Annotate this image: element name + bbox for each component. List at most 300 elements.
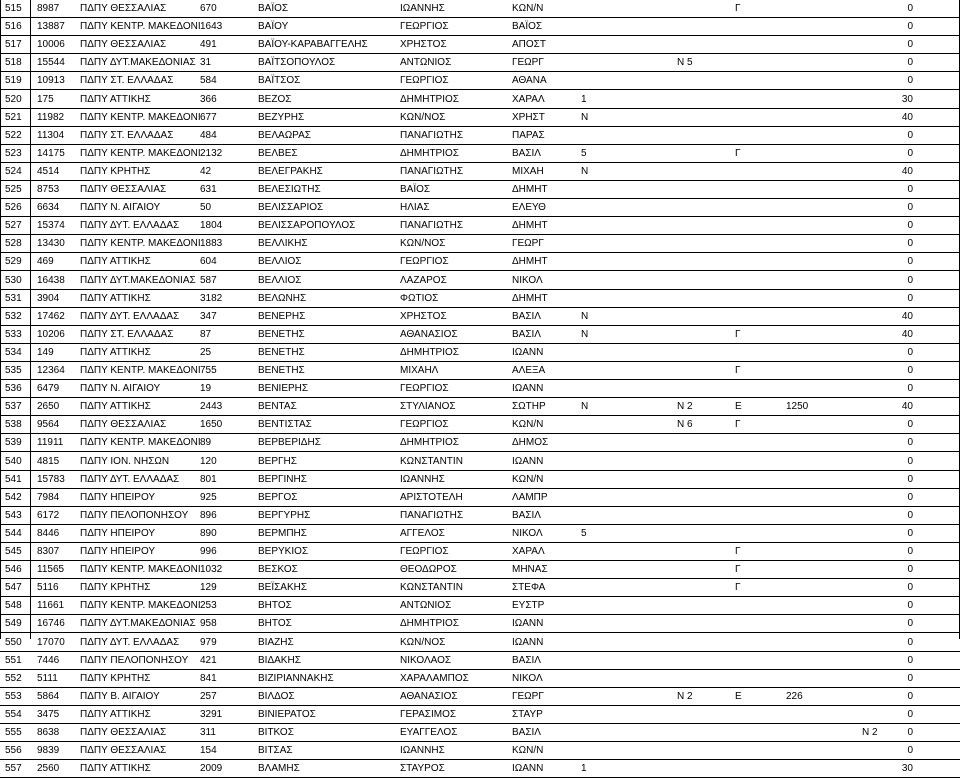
cell-region: ΠΔΠΥ ΚΕΝΤΡ. ΜΑΚΕΔΟΝΙ — [80, 600, 201, 612]
cell-surname: ΒΕΡΓΥΡΗΣ — [258, 509, 311, 521]
cell-firstname: ΚΩΝ/ΝΟΣ — [400, 636, 446, 648]
cell-code: 15783 — [37, 473, 65, 485]
cell-no: 554 — [5, 708, 22, 720]
table-row — [0, 706, 960, 724]
cell-father: ΚΩΝ/Ν — [512, 473, 544, 485]
cell-surname: ΒΕΝΕΡΗΣ — [258, 310, 306, 322]
cell-code2: 1804 — [200, 220, 223, 232]
cell-c6: 0 — [907, 256, 913, 268]
cell-father: ΙΩΑΝΝ — [512, 636, 544, 648]
cell-code: 2560 — [37, 763, 60, 775]
cell-father: ΓΕΩΡΓ — [512, 690, 544, 702]
cell-father: ΚΩΝ/Ν — [512, 745, 544, 757]
cell-no: 535 — [5, 365, 22, 376]
cell-code2: 584 — [200, 75, 217, 87]
cell-surname: ΒΕΡΒΕΡΙΔΗΣ — [258, 437, 321, 449]
cell-code: 7446 — [37, 654, 60, 666]
cell-code: 5111 — [37, 672, 58, 684]
cell-no: 546 — [5, 564, 22, 576]
cell-surname: ΒΕΛΩΝΗΣ — [258, 292, 307, 304]
cell-surname: ΒΕΖΥΡΗΣ — [258, 111, 305, 123]
table-row — [0, 109, 960, 127]
table-row — [0, 416, 960, 434]
cell-father: ΚΩΝ/Ν — [512, 419, 544, 431]
cell-no: 551 — [5, 654, 22, 666]
cell-father: ΝΙΚΟΛ — [512, 527, 543, 539]
cell-c6: 0 — [907, 39, 913, 51]
cell-c6: 0 — [907, 473, 913, 485]
cell-father: ΙΩΑΝΝ — [512, 455, 544, 467]
cell-code: 3475 — [37, 708, 60, 720]
cell-region: ΠΔΠΥ ΑΤΤΙΚΗΣ — [80, 346, 151, 358]
cell-code: 17462 — [37, 310, 65, 322]
cell-surname: ΒΕΛΛΙΚΗΣ — [258, 238, 308, 250]
cell-code2: 89 — [200, 437, 212, 449]
cell-region: ΠΔΠΥ ΠΕΛΟΠΟΝΗΣΟΥ — [80, 654, 189, 666]
cell-c2: Ν 2 — [677, 401, 693, 413]
cell-region: ΠΔΠΥ ΔΥΤ.ΜΑΚΕΔΟΝΙΑΣ — [80, 57, 196, 69]
cell-no: 542 — [5, 491, 22, 503]
cell-region: ΠΔΠΥ ΑΤΤΙΚΗΣ — [80, 292, 151, 304]
cell-surname: ΒΕΡΓΟΣ — [258, 491, 298, 503]
cell-region: ΠΔΠΥ ΘΕΣΣΑΛΙΑΣ — [80, 39, 167, 51]
cell-c6: 0 — [907, 654, 913, 666]
cell-no: 521 — [5, 111, 22, 123]
cell-firstname: ΧΡΗΣΤΟΣ — [400, 39, 447, 51]
table-row — [0, 561, 960, 579]
cell-no: 517 — [5, 39, 22, 51]
cell-c6: 30 — [901, 93, 913, 105]
cell-code2: 421 — [200, 654, 217, 666]
cell-region: ΠΔΠΥ ΔΥΤ. ΕΛΛΑΔΑΣ — [80, 220, 180, 232]
cell-firstname: ΚΩΝΣΤΑΝΤΙΝ — [400, 455, 463, 467]
cell-code: 2650 — [37, 401, 60, 413]
cell-region: ΠΔΠΥ ΚΕΝΤΡ. ΜΑΚΕΔΟΝΙ — [80, 365, 201, 376]
table-row — [0, 290, 960, 308]
cell-c6: 0 — [907, 600, 913, 612]
cell-firstname: ΣΤΥΛΙΑΝΟΣ — [400, 401, 456, 413]
cell-code2: 50 — [200, 202, 212, 214]
cell-no: 547 — [5, 582, 22, 594]
cell-no: 525 — [5, 184, 22, 195]
cell-c6: 0 — [907, 57, 913, 69]
cell-code: 11304 — [37, 129, 65, 141]
cell-father: ΣΩΤΗΡ — [512, 401, 546, 413]
cell-code2: 841 — [200, 672, 217, 684]
cell-surname: ΒΑΪΤΣΟΣ — [258, 75, 301, 87]
cell-no: 545 — [5, 546, 22, 557]
cell-surname: ΒΙΔΑΚΗΣ — [258, 654, 301, 666]
table-row — [0, 634, 960, 652]
cell-father: ΒΑΣΙΛ — [512, 509, 541, 521]
cell-region: ΠΔΠΥ ΣΤ. ΕΛΛΑΔΑΣ — [80, 75, 174, 87]
cell-no: 536 — [5, 383, 22, 395]
cell-no: 548 — [5, 600, 22, 612]
cell-code: 8753 — [37, 184, 60, 195]
cell-surname: ΒΕΝΙΕΡΗΣ — [258, 383, 309, 395]
cell-c4: 226 — [786, 690, 803, 702]
cell-father: ΔΗΜΗΤ — [512, 220, 548, 232]
cell-no: 556 — [5, 745, 22, 757]
cell-no: 526 — [5, 202, 22, 214]
cell-firstname: ΛΑΖΑΡΟΣ — [400, 274, 447, 286]
table-row — [0, 471, 960, 489]
cell-region: ΠΔΠΥ ΘΕΣΣΑΛΙΑΣ — [80, 745, 167, 757]
cell-c6: 30 — [901, 763, 913, 775]
cell-firstname: ΠΑΝΑΓΙΩΤΗΣ — [400, 220, 464, 232]
cell-code: 149 — [37, 346, 54, 358]
cell-c6: 0 — [907, 636, 913, 648]
cell-firstname: ΓΕΩΡΓΙΟΣ — [400, 21, 449, 33]
cell-code2: 604 — [200, 256, 217, 268]
cell-c2: Ν 2 — [677, 690, 693, 702]
cell-no: 538 — [5, 419, 22, 431]
table-row — [0, 91, 960, 109]
cell-code: 9839 — [37, 745, 60, 757]
cell-surname: ΒΑΪΟΣ — [258, 3, 289, 14]
cell-no: 555 — [5, 727, 22, 738]
cell-c2: Ν 6 — [677, 419, 693, 431]
cell-code2: 3291 — [200, 708, 223, 720]
cell-code2: 366 — [200, 93, 217, 105]
cell-code: 11565 — [37, 564, 65, 576]
cell-code2: 31 — [200, 57, 212, 69]
cell-c6: 0 — [907, 690, 913, 702]
cell-c6: 0 — [907, 147, 913, 159]
cell-father: ΝΙΚΟΛ — [512, 672, 543, 684]
cell-region: ΠΔΠΥ ΔΥΤ. ΕΛΛΑΔΑΣ — [80, 310, 180, 322]
cell-father: ΕΛΕΥΘ — [512, 202, 546, 214]
cell-surname: ΒΕΝΕΤΗΣ — [258, 346, 305, 358]
cell-firstname: ΒΑΪΟΣ — [400, 184, 431, 195]
cell-surname: ΒΛΑΜΗΣ — [258, 763, 300, 775]
cell-firstname: ΓΕΩΡΓΙΟΣ — [400, 75, 449, 87]
cell-c3: Γ — [735, 419, 741, 431]
cell-region: ΠΔΠΥ ΔΥΤ.ΜΑΚΕΔΟΝΙΑΣ — [80, 274, 196, 286]
cell-region: ΠΔΠΥ ΘΕΣΣΑΛΙΑΣ — [80, 3, 167, 14]
cell-code: 12364 — [37, 365, 65, 376]
cell-no: 516 — [5, 21, 22, 33]
cell-c6: 0 — [907, 129, 913, 141]
cell-father: ΒΑΣΙΛ — [512, 654, 541, 666]
cell-code2: 890 — [200, 527, 217, 539]
table-row — [0, 525, 960, 543]
cell-code2: 154 — [200, 745, 217, 757]
cell-region: ΠΔΠΥ ΑΤΤΙΚΗΣ — [80, 256, 151, 268]
cell-father: ΔΗΜΗΤ — [512, 184, 548, 195]
cell-c6: 0 — [907, 202, 913, 214]
cell-region: ΠΔΠΥ ΑΤΤΙΚΗΣ — [80, 93, 151, 105]
cell-code: 8987 — [37, 3, 60, 14]
cell-c6: 0 — [907, 491, 913, 503]
cell-father: ΙΩΑΝΝ — [512, 346, 544, 358]
cell-firstname: ΚΩΝ/ΝΟΣ — [400, 238, 446, 250]
cell-surname: ΒΕΡΜΠΗΣ — [258, 527, 307, 539]
cell-no: 539 — [5, 437, 22, 449]
cell-father: ΠΑΡΑΣ — [512, 129, 545, 141]
cell-c6: 0 — [907, 21, 913, 33]
table-row — [0, 579, 960, 597]
cell-c3: Γ — [735, 3, 741, 14]
cell-code2: 801 — [200, 473, 217, 485]
cell-code2: 19 — [200, 383, 212, 395]
cell-c1: Ν — [581, 111, 589, 123]
cell-code2: 1643 — [200, 21, 223, 33]
cell-surname: ΒΙΛΔΟΣ — [258, 690, 295, 702]
cell-firstname: ΑΓΓΕΛΟΣ — [400, 527, 445, 539]
cell-code: 3904 — [37, 292, 60, 304]
cell-c6: 0 — [907, 75, 913, 87]
cell-code2: 253 — [200, 600, 217, 612]
cell-father: ΧΑΡΑΛ — [512, 93, 545, 105]
cell-c6: 0 — [907, 419, 913, 431]
cell-father: ΔΗΜΗΤ — [512, 256, 548, 268]
cell-region: ΠΔΠΥ Ν. ΑΙΓΑΙΟΥ — [80, 202, 161, 214]
cell-code: 175 — [37, 93, 54, 105]
cell-code: 10913 — [37, 75, 65, 87]
table-row — [0, 670, 960, 688]
cell-region: ΠΔΠΥ ΗΠΕΙΡΟΥ — [80, 491, 156, 503]
cell-c6: 0 — [907, 292, 913, 304]
cell-code: 13430 — [37, 238, 65, 250]
cell-code: 5116 — [37, 582, 59, 594]
table-row — [0, 543, 960, 561]
cell-code2: 631 — [200, 184, 217, 195]
cell-c6: 0 — [907, 346, 913, 358]
table-row — [0, 434, 960, 452]
cell-father: ΚΩΝ/Ν — [512, 3, 544, 14]
cell-code2: 25 — [200, 346, 212, 358]
cell-c3: Γ — [735, 365, 741, 376]
cell-firstname: ΗΛΙΑΣ — [400, 202, 430, 214]
cell-code2: 587 — [200, 274, 217, 286]
cell-no: 522 — [5, 129, 22, 141]
cell-firstname: ΙΩΑΝΝΗΣ — [400, 473, 445, 485]
cell-firstname: ΔΗΜΗΤΡΙΟΣ — [400, 147, 459, 159]
cell-c3: Ε — [735, 690, 742, 702]
cell-firstname: ΣΤΑΥΡΟΣ — [400, 763, 445, 775]
cell-firstname: ΔΗΜΗΤΡΙΟΣ — [400, 346, 459, 358]
cell-c3: Γ — [735, 147, 741, 159]
cell-c1: 1 — [581, 93, 587, 105]
cell-father: ΙΩΑΝΝ — [512, 618, 544, 630]
cell-firstname: ΠΑΝΑΓΙΩΤΗΣ — [400, 129, 464, 141]
table-row — [0, 199, 960, 217]
cell-code: 15374 — [37, 220, 65, 232]
cell-no: 541 — [5, 473, 22, 485]
cell-surname: ΒΕΛΙΣΣΑΡΙΟΣ — [258, 202, 324, 214]
cell-firstname: ΓΕΩΡΓΙΟΣ — [400, 383, 449, 395]
cell-code2: 677 — [200, 111, 217, 123]
cell-code2: 311 — [200, 727, 216, 738]
cell-code: 11911 — [37, 437, 64, 449]
cell-region: ΠΔΠΥ ΑΤΤΙΚΗΣ — [80, 708, 151, 720]
cell-no: 518 — [5, 57, 22, 69]
cell-region: ΠΔΠΥ ΘΕΣΣΑΛΙΑΣ — [80, 727, 167, 738]
cell-surname: ΒΙΑΖΗΣ — [258, 636, 294, 648]
cell-code2: 129 — [200, 582, 217, 594]
table-row — [0, 362, 960, 380]
cell-firstname: ΙΩΑΝΝΗΣ — [400, 745, 445, 757]
cell-c1: 5 — [581, 147, 587, 159]
cell-code: 16746 — [37, 618, 65, 630]
cell-surname: ΒΕΛΕΣΙΩΤΗΣ — [258, 184, 321, 195]
table-row — [0, 380, 960, 398]
cell-region: ΠΔΠΥ ΑΤΤΙΚΗΣ — [80, 401, 151, 413]
cell-surname: ΒΕΖΟΣ — [258, 93, 292, 105]
cell-surname: ΒΕΝΤΙΣΤΑΣ — [258, 419, 312, 431]
cell-code: 6172 — [37, 509, 60, 521]
table-row — [0, 181, 960, 199]
cell-father: ΓΕΩΡΓ — [512, 238, 544, 250]
cell-code2: 1883 — [200, 238, 223, 250]
table-row — [0, 253, 960, 271]
table-row — [0, 72, 960, 90]
table-row — [0, 688, 960, 706]
cell-no: 515 — [5, 3, 22, 14]
cell-no: 520 — [5, 93, 22, 105]
cell-father: ΒΑΣΙΛ — [512, 328, 541, 340]
cell-no: 550 — [5, 636, 22, 648]
cell-c6: 40 — [901, 165, 913, 177]
cell-c6: 40 — [901, 401, 913, 413]
cell-c2: Ν 5 — [677, 57, 693, 69]
table-row — [0, 272, 960, 290]
cell-c3: Γ — [735, 564, 741, 576]
cell-surname: ΒΙΝΙΕΡΑΤΟΣ — [258, 708, 316, 720]
cell-region: ΠΔΠΥ ΚΕΝΤΡ. ΜΑΚΕΔΟΝΙ — [80, 147, 201, 159]
cell-code: 14175 — [37, 147, 65, 159]
cell-c6: 0 — [907, 745, 913, 757]
table-row — [0, 615, 960, 633]
cell-code: 10006 — [37, 39, 65, 51]
cell-no: 533 — [5, 328, 22, 340]
cell-code2: 996 — [200, 546, 217, 557]
cell-firstname: ΑΘΑΝΑΣΙΟΣ — [400, 328, 458, 340]
table-row — [0, 36, 960, 54]
cell-c6: 0 — [907, 274, 913, 286]
cell-surname: ΒΗΤΟΣ — [258, 618, 292, 630]
cell-code2: 925 — [200, 491, 217, 503]
cell-code: 6479 — [37, 383, 60, 395]
cell-firstname: ΑΡΙΣΤΟΤΕΛΗ — [400, 491, 463, 503]
cell-code: 11661 — [37, 600, 65, 612]
cell-code2: 755 — [200, 365, 217, 376]
cell-no: 553 — [5, 690, 22, 702]
cell-c6: 0 — [907, 672, 913, 684]
cell-c6: 40 — [901, 328, 913, 340]
cell-firstname: ΚΩΝΣΤΑΝΤΙΝ — [400, 582, 463, 594]
cell-region: ΠΔΠΥ ΚΕΝΤΡ. ΜΑΚΕΔΟΝΙ — [80, 437, 201, 449]
cell-no: 537 — [5, 401, 22, 413]
cell-surname: ΒΕΛΙΣΣΑΡΟΠΟΥΛΟΣ — [258, 220, 356, 232]
cell-code: 11982 — [37, 111, 65, 123]
cell-no: 519 — [5, 75, 22, 87]
cell-c3: Γ — [735, 546, 741, 557]
table-row — [0, 326, 960, 344]
cell-code: 16438 — [37, 274, 65, 286]
cell-father: ΝΙΚΟΛ — [512, 274, 543, 286]
cell-code: 8307 — [37, 546, 60, 557]
cell-region: ΠΔΠΥ ΔΥΤ.ΜΑΚΕΔΟΝΙΑΣ — [80, 618, 196, 630]
cell-code: 9564 — [37, 419, 60, 431]
cell-surname: ΒΕΝΕΤΗΣ — [258, 328, 305, 340]
cell-code2: 1650 — [200, 419, 223, 431]
cell-c4: 1250 — [786, 401, 809, 413]
cell-surname: ΒΙΖΙΡΙΑΝΝΑΚΗΣ — [258, 672, 334, 684]
cell-c6: 0 — [907, 618, 913, 630]
cell-code2: 2009 — [200, 763, 223, 775]
cell-no: 540 — [5, 455, 22, 467]
cell-c1: Ν — [581, 401, 589, 413]
cell-no: 544 — [5, 527, 22, 539]
cell-code: 6634 — [37, 202, 60, 214]
cell-code2: 1032 — [200, 564, 223, 576]
cell-c6: 0 — [907, 3, 913, 14]
cell-region: ΠΔΠΥ ΚΡΗΤΗΣ — [80, 582, 151, 594]
cell-code: 13887 — [37, 21, 65, 33]
cell-no: 530 — [5, 274, 22, 286]
cell-firstname: ΓΕΡΑΣΙΜΟΣ — [400, 708, 457, 720]
cell-father: ΙΩΑΝΝ — [512, 383, 544, 395]
cell-region: ΠΔΠΥ ΘΕΣΣΑΛΙΑΣ — [80, 184, 167, 195]
cell-c6: 0 — [907, 455, 913, 467]
table-row — [0, 145, 960, 163]
cell-father: ΧΑΡΑΛ — [512, 546, 545, 557]
cell-code: 469 — [37, 256, 54, 268]
cell-region: ΠΔΠΥ Ν. ΑΙΓΑΙΟΥ — [80, 383, 161, 395]
cell-firstname: ΚΩΝ/ΝΟΣ — [400, 111, 446, 123]
table-row — [0, 742, 960, 760]
cell-c6: 0 — [907, 383, 913, 395]
cell-code2: 2132 — [200, 147, 223, 159]
cell-c1: Ν — [581, 310, 589, 322]
cell-region: ΠΔΠΥ ΔΥΤ. ΕΛΛΑΔΑΣ — [80, 636, 180, 648]
cell-firstname: ΕΥΑΓΓΕΛΟΣ — [400, 727, 458, 738]
cell-father: ΙΩΑΝΝ — [512, 763, 544, 775]
cell-no: 532 — [5, 310, 22, 322]
cell-region: ΠΔΠΥ ΚΕΝΤΡ. ΜΑΚΕΔΟΝΙ — [80, 564, 201, 576]
cell-father: ΣΤΕΦΑ — [512, 582, 546, 594]
cell-surname: ΒΕΡΓΙΝΗΣ — [258, 473, 307, 485]
cell-firstname: ΠΑΝΑΓΙΩΤΗΣ — [400, 509, 464, 521]
cell-firstname: ΦΩΤΙΟΣ — [400, 292, 439, 304]
cell-father: ΜΙΧΑΗ — [512, 165, 544, 177]
cell-c6: 0 — [907, 582, 913, 594]
cell-code2: 347 — [200, 310, 217, 322]
table-row — [0, 398, 960, 416]
cell-code2: 120 — [200, 455, 217, 467]
cell-firstname: ΓΕΩΡΓΙΟΣ — [400, 546, 449, 557]
cell-father: ΛΑΜΠΡ — [512, 491, 548, 503]
cell-surname: ΒΕΛΑΩΡΑΣ — [258, 129, 311, 141]
cell-code2: 896 — [200, 509, 217, 521]
cell-firstname: ΜΙΧΑΗΛ — [400, 365, 439, 376]
cell-code2: 958 — [200, 618, 217, 630]
cell-code: 7984 — [37, 491, 60, 503]
cell-c1: 1 — [581, 763, 587, 775]
cell-code2: 2443 — [200, 401, 223, 413]
cell-firstname: ΝΙΚΟΛΑΟΣ — [400, 654, 452, 666]
cell-c6: 0 — [907, 220, 913, 232]
cell-surname: ΒΑΪΤΣΟΠΟΥΛΟΣ — [258, 57, 336, 69]
cell-region: ΠΔΠΥ ΚΕΝΤΡ. ΜΑΚΕΔΟΝΙ — [80, 238, 201, 250]
cell-surname: ΒΕΪΣΑΚΗΣ — [258, 582, 308, 594]
cell-firstname: ΓΕΩΡΓΙΟΣ — [400, 256, 449, 268]
cell-no: 531 — [5, 292, 22, 304]
table-row — [0, 235, 960, 253]
cell-no: 552 — [5, 672, 22, 684]
